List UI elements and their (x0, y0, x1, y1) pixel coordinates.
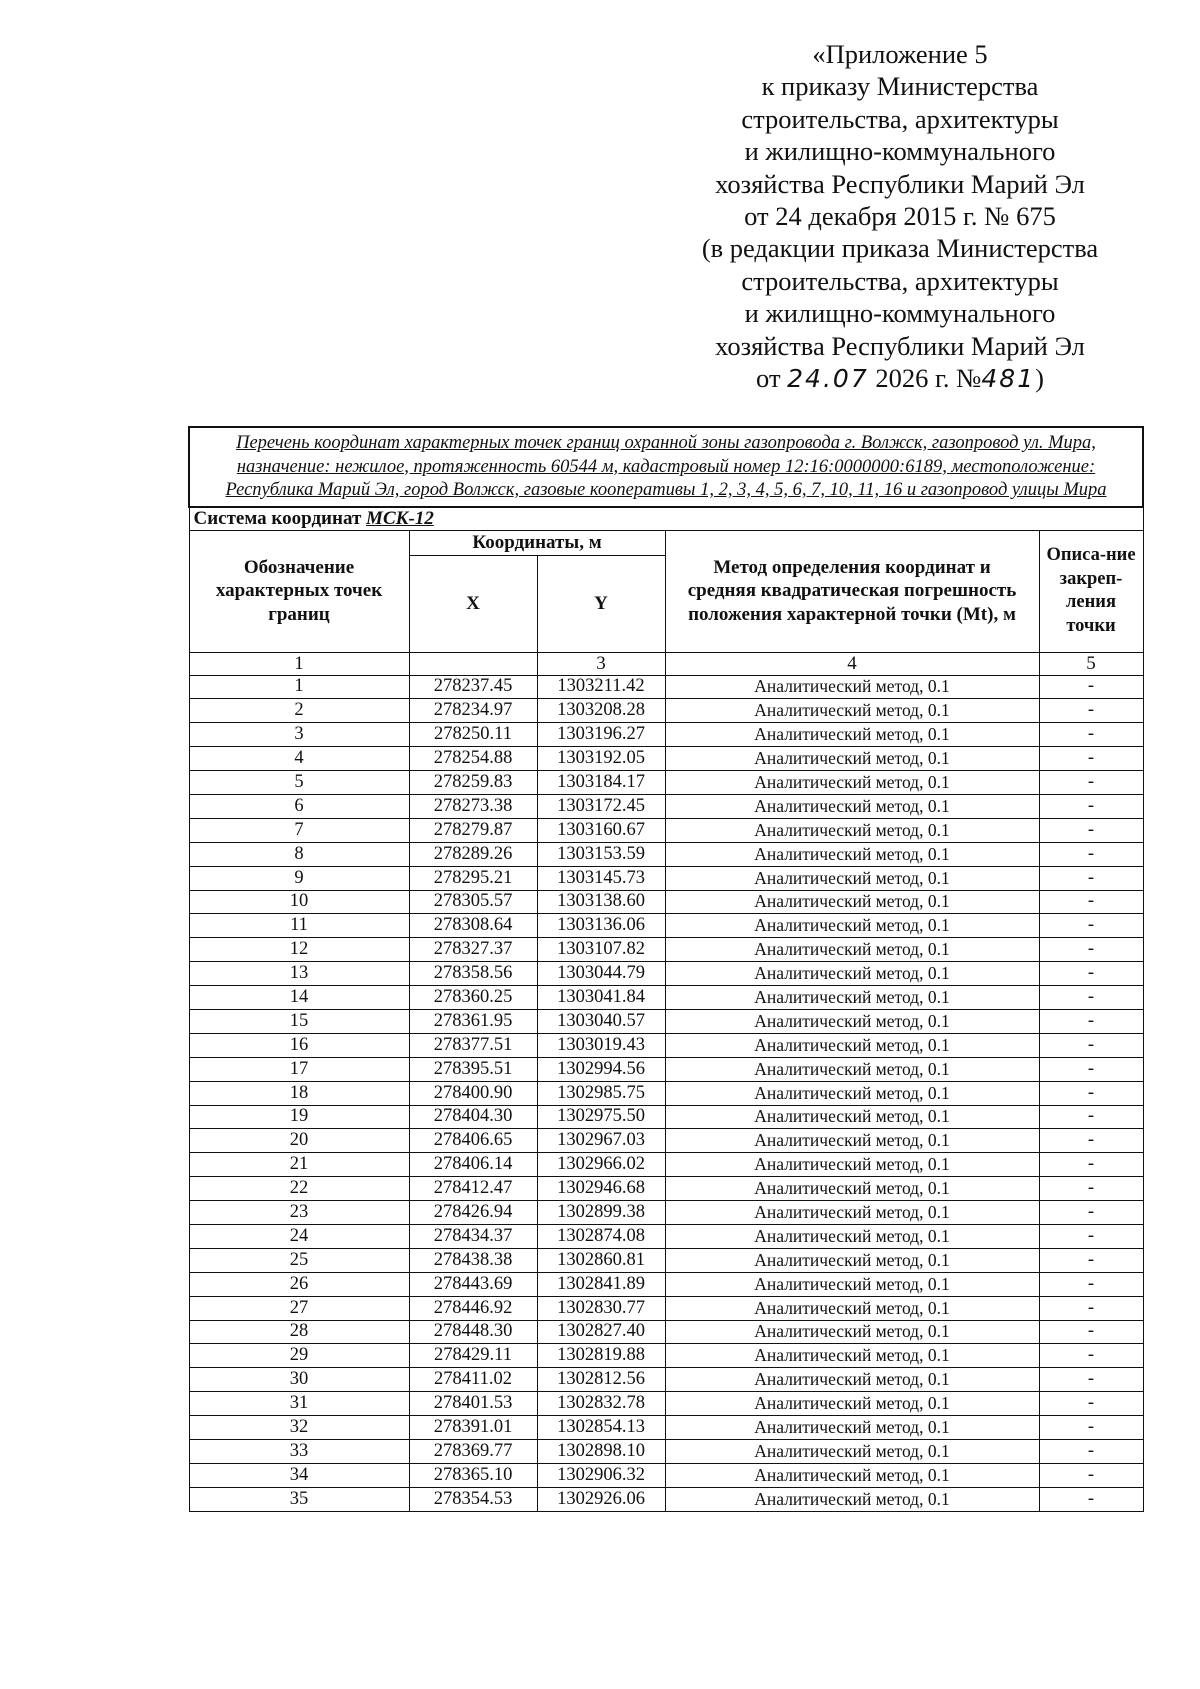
description: - (1039, 699, 1143, 723)
description: - (1039, 1224, 1143, 1248)
table-row (189, 1463, 1143, 1487)
point-number: 4 (189, 747, 409, 771)
coord-y: 1303044.79 (537, 962, 665, 986)
coord-x: 278254.88 (409, 747, 537, 771)
description: - (1039, 723, 1143, 747)
description: - (1039, 818, 1143, 842)
coord-x: 278234.97 (409, 699, 537, 723)
table-row (189, 1320, 1143, 1344)
description: - (1039, 1009, 1143, 1033)
table-row (189, 1272, 1143, 1296)
header-coordinates: Координаты, м (409, 530, 665, 555)
method: Аналитический метод, 0.1 (665, 1248, 1039, 1272)
point-number: 14 (189, 986, 409, 1010)
description: - (1039, 1463, 1143, 1487)
point-number: 28 (189, 1320, 409, 1344)
header-line-7: (в редакции приказа Министерства (701, 233, 1099, 264)
table-row (189, 675, 1143, 699)
method: Аналитический метод, 0.1 (665, 986, 1039, 1010)
description: - (1039, 1440, 1143, 1464)
point-number: 25 (189, 1248, 409, 1272)
description: - (1039, 914, 1143, 938)
date-year: 2026 г. № (875, 363, 982, 394)
header-y: Y (537, 555, 665, 652)
header-x: X (409, 555, 537, 652)
description: - (1039, 1129, 1143, 1153)
description: - (1039, 842, 1143, 866)
method: Аналитический метод, 0.1 (665, 1033, 1039, 1057)
coord-y: 1302832.78 (537, 1392, 665, 1416)
coordinate-system-row (189, 507, 1143, 531)
coord-x: 278448.30 (409, 1320, 537, 1344)
table-row (189, 914, 1143, 938)
coord-x: 278404.30 (409, 1105, 537, 1129)
coord-y: 1302967.03 (537, 1129, 665, 1153)
description: - (1039, 675, 1143, 699)
coord-x: 278411.02 (409, 1368, 537, 1392)
point-number: 5 (189, 771, 409, 795)
coord-y: 1302899.38 (537, 1201, 665, 1225)
point-number: 3 (189, 723, 409, 747)
point-number: 19 (189, 1105, 409, 1129)
point-number: 29 (189, 1344, 409, 1368)
coordinates-table-wrapper (188, 426, 1142, 1512)
coord-y: 1303184.17 (537, 771, 665, 795)
table-row (189, 1033, 1143, 1057)
coord-x: 278360.25 (409, 986, 537, 1010)
header-line-9: и жилищно-коммунального (744, 298, 1056, 329)
description: - (1039, 1487, 1143, 1511)
table-row (189, 818, 1143, 842)
coord-x: 278434.37 (409, 1224, 537, 1248)
method: Аналитический метод, 0.1 (665, 1177, 1039, 1201)
method: Аналитический метод, 0.1 (665, 1392, 1039, 1416)
table-row (189, 1129, 1143, 1153)
header-method: Метод определения координат и средняя квадратическая погрешность положения характерной точки (Mt), м (665, 530, 1039, 652)
point-number: 23 (189, 1201, 409, 1225)
closing-paren: ) (1035, 363, 1044, 394)
table-row (189, 866, 1143, 890)
method: Аналитический метод, 0.1 (665, 1057, 1039, 1081)
table-row (189, 1416, 1143, 1440)
table-row (189, 723, 1143, 747)
table-row (189, 938, 1143, 962)
coord-x: 278305.57 (409, 890, 537, 914)
table-row (189, 1487, 1143, 1511)
coord-y: 1303019.43 (537, 1033, 665, 1057)
coord-x: 278438.38 (409, 1248, 537, 1272)
method: Аналитический метод, 0.1 (665, 1129, 1039, 1153)
method: Аналитический метод, 0.1 (665, 1081, 1039, 1105)
method: Аналитический метод, 0.1 (665, 1320, 1039, 1344)
coord-y: 1302966.02 (537, 1153, 665, 1177)
handwritten-date: 24.07 (787, 364, 869, 394)
method: Аналитический метод, 0.1 (665, 962, 1039, 986)
description: - (1039, 1177, 1143, 1201)
method: Аналитический метод, 0.1 (665, 818, 1039, 842)
header-line-5: хозяйства Республики Марий Эл (715, 168, 1085, 199)
point-number: 15 (189, 1009, 409, 1033)
description: - (1039, 1105, 1143, 1129)
coord-y: 1302860.81 (537, 1248, 665, 1272)
method: Аналитический метод, 0.1 (665, 723, 1039, 747)
header-line-6: от 24 декабря 2015 г. № 675 (744, 201, 1056, 232)
table-row (189, 1057, 1143, 1081)
method: Аналитический метод, 0.1 (665, 794, 1039, 818)
table-row (189, 986, 1143, 1010)
table-row (189, 1201, 1143, 1225)
coord-y: 1302874.08 (537, 1224, 665, 1248)
method: Аналитический метод, 0.1 (665, 938, 1039, 962)
method: Аналитический метод, 0.1 (665, 890, 1039, 914)
coord-y: 1303041.84 (537, 986, 665, 1010)
header-description: Описа-ние закреп-ления точки (1039, 530, 1143, 652)
description: - (1039, 938, 1143, 962)
coord-x: 278400.90 (409, 1081, 537, 1105)
point-number: 32 (189, 1416, 409, 1440)
coord-y: 1302841.89 (537, 1272, 665, 1296)
header-date-line (640, 362, 1160, 395)
table-row (189, 771, 1143, 795)
table-row (189, 1105, 1143, 1129)
coord-x: 278426.94 (409, 1201, 537, 1225)
method: Аналитический метод, 0.1 (665, 914, 1039, 938)
table-row (189, 1368, 1143, 1392)
description: - (1039, 1153, 1143, 1177)
coord-y: 1302906.32 (537, 1463, 665, 1487)
description: - (1039, 1057, 1143, 1081)
point-number: 31 (189, 1392, 409, 1416)
coord-x: 278354.53 (409, 1487, 537, 1511)
description: - (1039, 1201, 1143, 1225)
coord-x: 278365.10 (409, 1463, 537, 1487)
table-row (189, 1440, 1143, 1464)
method: Аналитический метод, 0.1 (665, 1296, 1039, 1320)
point-number: 18 (189, 1081, 409, 1105)
table-row (189, 1344, 1143, 1368)
coord-x: 278289.26 (409, 842, 537, 866)
method: Аналитический метод, 0.1 (665, 1463, 1039, 1487)
method: Аналитический метод, 0.1 (665, 1153, 1039, 1177)
method: Аналитический метод, 0.1 (665, 1487, 1039, 1511)
method: Аналитический метод, 0.1 (665, 1368, 1039, 1392)
table-row (189, 1177, 1143, 1201)
coord-x: 278237.45 (409, 675, 537, 699)
coord-y: 1303153.59 (537, 842, 665, 866)
coord-y: 1302812.56 (537, 1368, 665, 1392)
table-row (189, 842, 1143, 866)
header-line-1: «Приложение 5 (812, 39, 988, 69)
coord-x: 278358.56 (409, 962, 537, 986)
col-number-2 (409, 652, 537, 675)
point-number: 26 (189, 1272, 409, 1296)
point-number: 2 (189, 699, 409, 723)
point-number: 10 (189, 890, 409, 914)
point-number: 16 (189, 1033, 409, 1057)
coordinates-table (188, 426, 1144, 1512)
table-row (189, 1392, 1143, 1416)
method: Аналитический метод, 0.1 (665, 1416, 1039, 1440)
description: - (1039, 771, 1143, 795)
coord-y: 1303172.45 (537, 794, 665, 818)
coord-y: 1302898.10 (537, 1440, 665, 1464)
coordinate-system-code: МСК-12 (366, 507, 434, 529)
coord-x: 278443.69 (409, 1272, 537, 1296)
coord-x: 278406.65 (409, 1129, 537, 1153)
point-number: 13 (189, 962, 409, 986)
description: - (1039, 1081, 1143, 1105)
point-number: 6 (189, 794, 409, 818)
col-number-3: 3 (537, 652, 665, 675)
point-number: 22 (189, 1177, 409, 1201)
coord-x: 278391.01 (409, 1416, 537, 1440)
document-header (640, 38, 1160, 395)
table-row (189, 890, 1143, 914)
method: Аналитический метод, 0.1 (665, 747, 1039, 771)
description: - (1039, 1392, 1143, 1416)
description: - (1039, 747, 1143, 771)
coord-y: 1303040.57 (537, 1009, 665, 1033)
coord-x: 278446.92 (409, 1296, 537, 1320)
method: Аналитический метод, 0.1 (665, 1440, 1039, 1464)
method: Аналитический метод, 0.1 (665, 1272, 1039, 1296)
point-number: 17 (189, 1057, 409, 1081)
header-point: Обозначение характерных точек границ (189, 530, 409, 652)
table-row (189, 1224, 1143, 1248)
coord-y: 1303196.27 (537, 723, 665, 747)
table-row (189, 699, 1143, 723)
method: Аналитический метод, 0.1 (665, 1201, 1039, 1225)
coordinate-system-label: Система координат (193, 507, 362, 529)
col-number-1: 1 (189, 652, 409, 675)
coord-y: 1302827.40 (537, 1320, 665, 1344)
point-number: 34 (189, 1463, 409, 1487)
point-number: 27 (189, 1296, 409, 1320)
method: Аналитический метод, 0.1 (665, 842, 1039, 866)
coord-y: 1302975.50 (537, 1105, 665, 1129)
point-number: 12 (189, 938, 409, 962)
method: Аналитический метод, 0.1 (665, 675, 1039, 699)
point-number: 8 (189, 842, 409, 866)
point-number: 20 (189, 1129, 409, 1153)
coord-x: 278377.51 (409, 1033, 537, 1057)
description: - (1039, 1272, 1143, 1296)
description: - (1039, 1416, 1143, 1440)
coord-y: 1302854.13 (537, 1416, 665, 1440)
point-number: 21 (189, 1153, 409, 1177)
method: Аналитический метод, 0.1 (665, 1105, 1039, 1129)
table-row (189, 1081, 1143, 1105)
table-row (189, 747, 1143, 771)
col-number-4: 4 (665, 652, 1039, 675)
coord-x: 278295.21 (409, 866, 537, 890)
description: - (1039, 962, 1143, 986)
coord-y: 1302994.56 (537, 1057, 665, 1081)
description: - (1039, 986, 1143, 1010)
table-row (189, 794, 1143, 818)
coord-x: 278361.95 (409, 1009, 537, 1033)
coord-y: 1303107.82 (537, 938, 665, 962)
coord-x: 278259.83 (409, 771, 537, 795)
description: - (1039, 1344, 1143, 1368)
header-line-10: хозяйства Республики Марий Эл (715, 330, 1085, 361)
coord-x: 278279.87 (409, 818, 537, 842)
method: Аналитический метод, 0.1 (665, 1009, 1039, 1033)
coord-y: 1303211.42 (537, 675, 665, 699)
coord-x: 278395.51 (409, 1057, 537, 1081)
coord-y: 1302819.88 (537, 1344, 665, 1368)
table-row (189, 1153, 1143, 1177)
coord-x: 278273.38 (409, 794, 537, 818)
method: Аналитический метод, 0.1 (665, 699, 1039, 723)
coord-y: 1303208.28 (537, 699, 665, 723)
coord-y: 1303192.05 (537, 747, 665, 771)
method: Аналитический метод, 0.1 (665, 771, 1039, 795)
table-row (189, 1296, 1143, 1320)
method: Аналитический метод, 0.1 (665, 1344, 1039, 1368)
table-row (189, 1248, 1143, 1272)
point-number: 1 (189, 675, 409, 699)
description: - (1039, 866, 1143, 890)
description: - (1039, 890, 1143, 914)
coord-y: 1303160.67 (537, 818, 665, 842)
header-line-4: и жилищно-коммунального (744, 136, 1056, 167)
coord-x: 278369.77 (409, 1440, 537, 1464)
coord-x: 278406.14 (409, 1153, 537, 1177)
coord-y: 1303136.06 (537, 914, 665, 938)
coord-x: 278412.47 (409, 1177, 537, 1201)
point-number: 33 (189, 1440, 409, 1464)
coord-x: 278327.37 (409, 938, 537, 962)
description: - (1039, 1320, 1143, 1344)
date-prefix: от (756, 363, 781, 394)
coord-y: 1302830.77 (537, 1296, 665, 1320)
table-body (189, 675, 1143, 1511)
coord-x: 278401.53 (409, 1392, 537, 1416)
table-caption: Перечень координат характерных точек границ охранной зоны газопровода г. Волжск, газопровод ул. Мира, назначение: нежилое, протяженность 60544 м, кадастровый номер 12:16:0000000:6189, местоположение: Республика Марий Эл, город Волжск, газовые кооперативы 1, 2, 3, 4, 5, 6, 7, 10, 11, 16 и газопровод улицы Мира (189, 427, 1143, 507)
coord-y: 1302985.75 (537, 1081, 665, 1105)
table-row (189, 962, 1143, 986)
coord-x: 278429.11 (409, 1344, 537, 1368)
coord-y: 1302926.06 (537, 1487, 665, 1511)
coord-y: 1303145.73 (537, 866, 665, 890)
point-number: 35 (189, 1487, 409, 1511)
point-number: 24 (189, 1224, 409, 1248)
point-number: 11 (189, 914, 409, 938)
col-number-5: 5 (1039, 652, 1143, 675)
coord-y: 1303138.60 (537, 890, 665, 914)
method: Аналитический метод, 0.1 (665, 1224, 1039, 1248)
point-number: 7 (189, 818, 409, 842)
point-number: 9 (189, 866, 409, 890)
header-line-8: строительства, архитектуры (741, 265, 1059, 296)
description: - (1039, 1033, 1143, 1057)
description: - (1039, 1368, 1143, 1392)
table-row (189, 1009, 1143, 1033)
coord-y: 1302946.68 (537, 1177, 665, 1201)
point-number: 30 (189, 1368, 409, 1392)
header-line-3: строительства, архитектуры (741, 103, 1059, 134)
description: - (1039, 1248, 1143, 1272)
handwritten-number: 481 (981, 364, 1036, 394)
description: - (1039, 794, 1143, 818)
header-line-2: к приказу Министерства (761, 71, 1039, 102)
method: Аналитический метод, 0.1 (665, 866, 1039, 890)
description: - (1039, 1296, 1143, 1320)
coord-x: 278250.11 (409, 723, 537, 747)
coord-x: 278308.64 (409, 914, 537, 938)
